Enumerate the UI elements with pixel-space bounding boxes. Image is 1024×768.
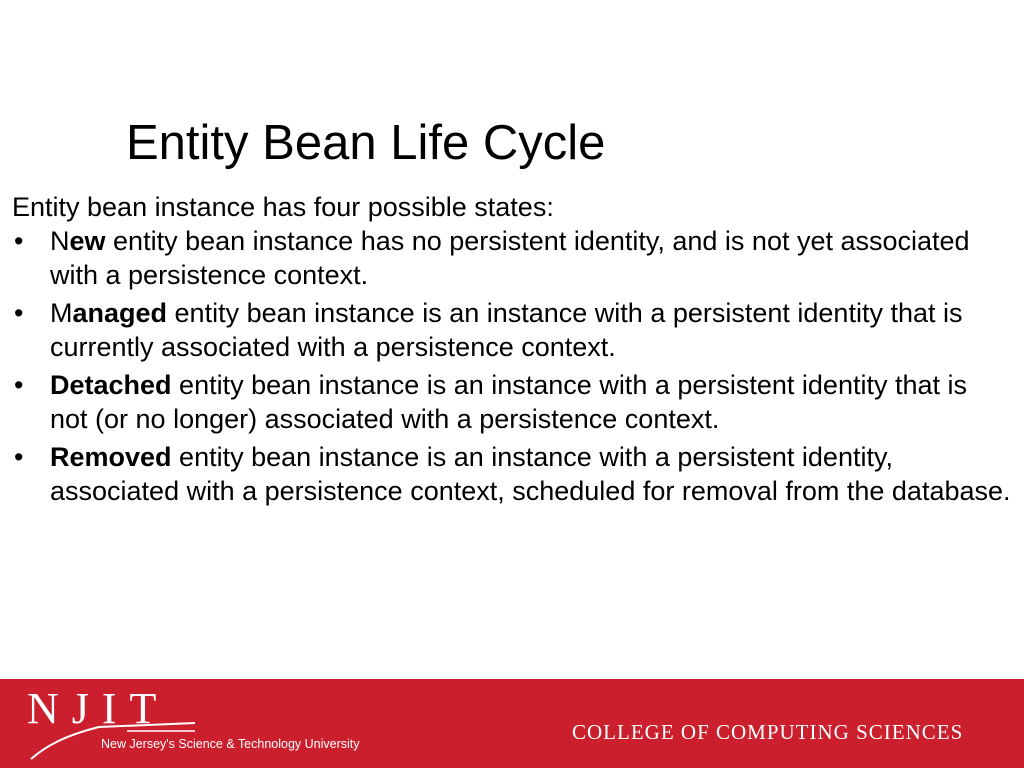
slide-content (12, 190, 1012, 508)
bullet-text (50, 296, 1012, 364)
bullet-term-prefix: N (50, 226, 70, 256)
intro-text: Entity bean instance has four possible states: (12, 192, 554, 222)
bullet-marker: • (14, 370, 24, 400)
bullet-term: Detached (50, 370, 172, 400)
bullet-item-managed (12, 296, 1012, 364)
bullet-description: entity bean instance is an instance with a persistent identity, associated with a persistence context, scheduled for removal from the database. (50, 442, 1011, 506)
bullet-marker: • (14, 298, 24, 328)
bullet-marker: • (14, 442, 24, 472)
bullet-description: entity bean instance is an instance with a persistent identity that is currently associated with a persistence context. (50, 298, 963, 362)
bullet-text (50, 440, 1012, 508)
bullet-item-removed (12, 440, 1012, 508)
bullet-marker: • (14, 226, 24, 256)
slide-title: Entity Bean Life Cycle (126, 116, 606, 170)
bullet-term-prefix: M (50, 298, 73, 328)
bullet-term: Removed (50, 442, 172, 472)
bullet-description: entity bean instance has no persistent identity, and is not yet associated with a persistence context. (50, 226, 970, 290)
bullet-list (12, 224, 1012, 508)
bullet-term: anaged (72, 298, 168, 328)
footer-banner (0, 679, 1024, 768)
college-name: COLLEGE OF COMPUTING SCIENCES (572, 720, 964, 744)
njit-logo: NJIT (27, 684, 170, 733)
bullet-term: ew (69, 226, 106, 256)
bullet-description: entity bean instance is an instance with a persistent identity that is not (or no longer) associated with a persistence context. (50, 370, 967, 434)
bullet-item-new (12, 224, 1012, 292)
bullet-item-detached (12, 368, 1012, 436)
university-tagline: New Jersey's Science & Technology University (101, 737, 360, 751)
bullet-text (50, 368, 1012, 436)
bullet-text (50, 224, 1012, 292)
